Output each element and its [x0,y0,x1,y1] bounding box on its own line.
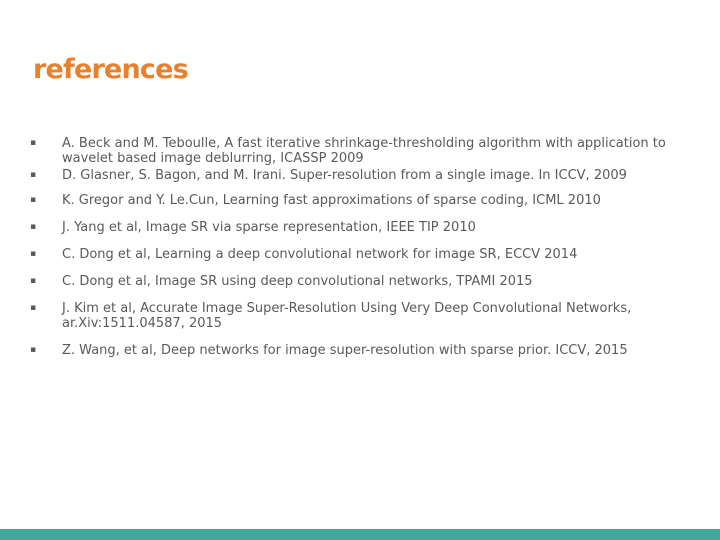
bullet-icon: ▪ [30,345,37,355]
reference-item-glasner: D. Glasner, S. Bagon, and M. Irani. Super-resolution from a single image. In ICCV, 2009 [62,168,627,183]
bullet-icon: ▪ [30,195,37,205]
bullet-icon: ▪ [30,222,37,232]
reference-item-dong-eccv: C. Dong et al, Learning a deep convolutional network for image SR, ECCV 2014 [62,247,578,262]
footer-accent-bar [0,529,720,540]
reference-item-gregor-lecun: K. Gregor and Y. Le.Cun, Learning fast approximations of sparse coding, ICML 2010 [62,193,601,208]
bullet-icon: ▪ [30,138,37,148]
reference-item-dong-tpami: C. Dong et al, Image SR using deep convolutional networks, TPAMI 2015 [62,274,533,289]
reference-item-yang: J. Yang et al, Image SR via sparse representation, IEEE TIP 2010 [62,220,476,235]
slide-title: references [33,54,188,85]
reference-item-beck-teboulle: A. Beck and M. Teboulle, A fast iterative shrinkage-thresholding algorithm with application to wavelet based image deblurring, ICASSP 2009 [62,136,666,166]
bullet-icon: ▪ [30,249,37,259]
bullet-icon: ▪ [30,276,37,286]
bullet-icon: ▪ [30,170,37,180]
reference-item-kim: J. Kim et al, Accurate Image Super-Resolution Using Very Deep Convolutional Networks, ar.Xiv:1511.04587, 2015 [62,301,632,331]
bullet-icon: ▪ [30,303,37,313]
reference-item-wang: Z. Wang, et al, Deep networks for image super-resolution with sparse prior. ICCV, 2015 [62,343,628,358]
